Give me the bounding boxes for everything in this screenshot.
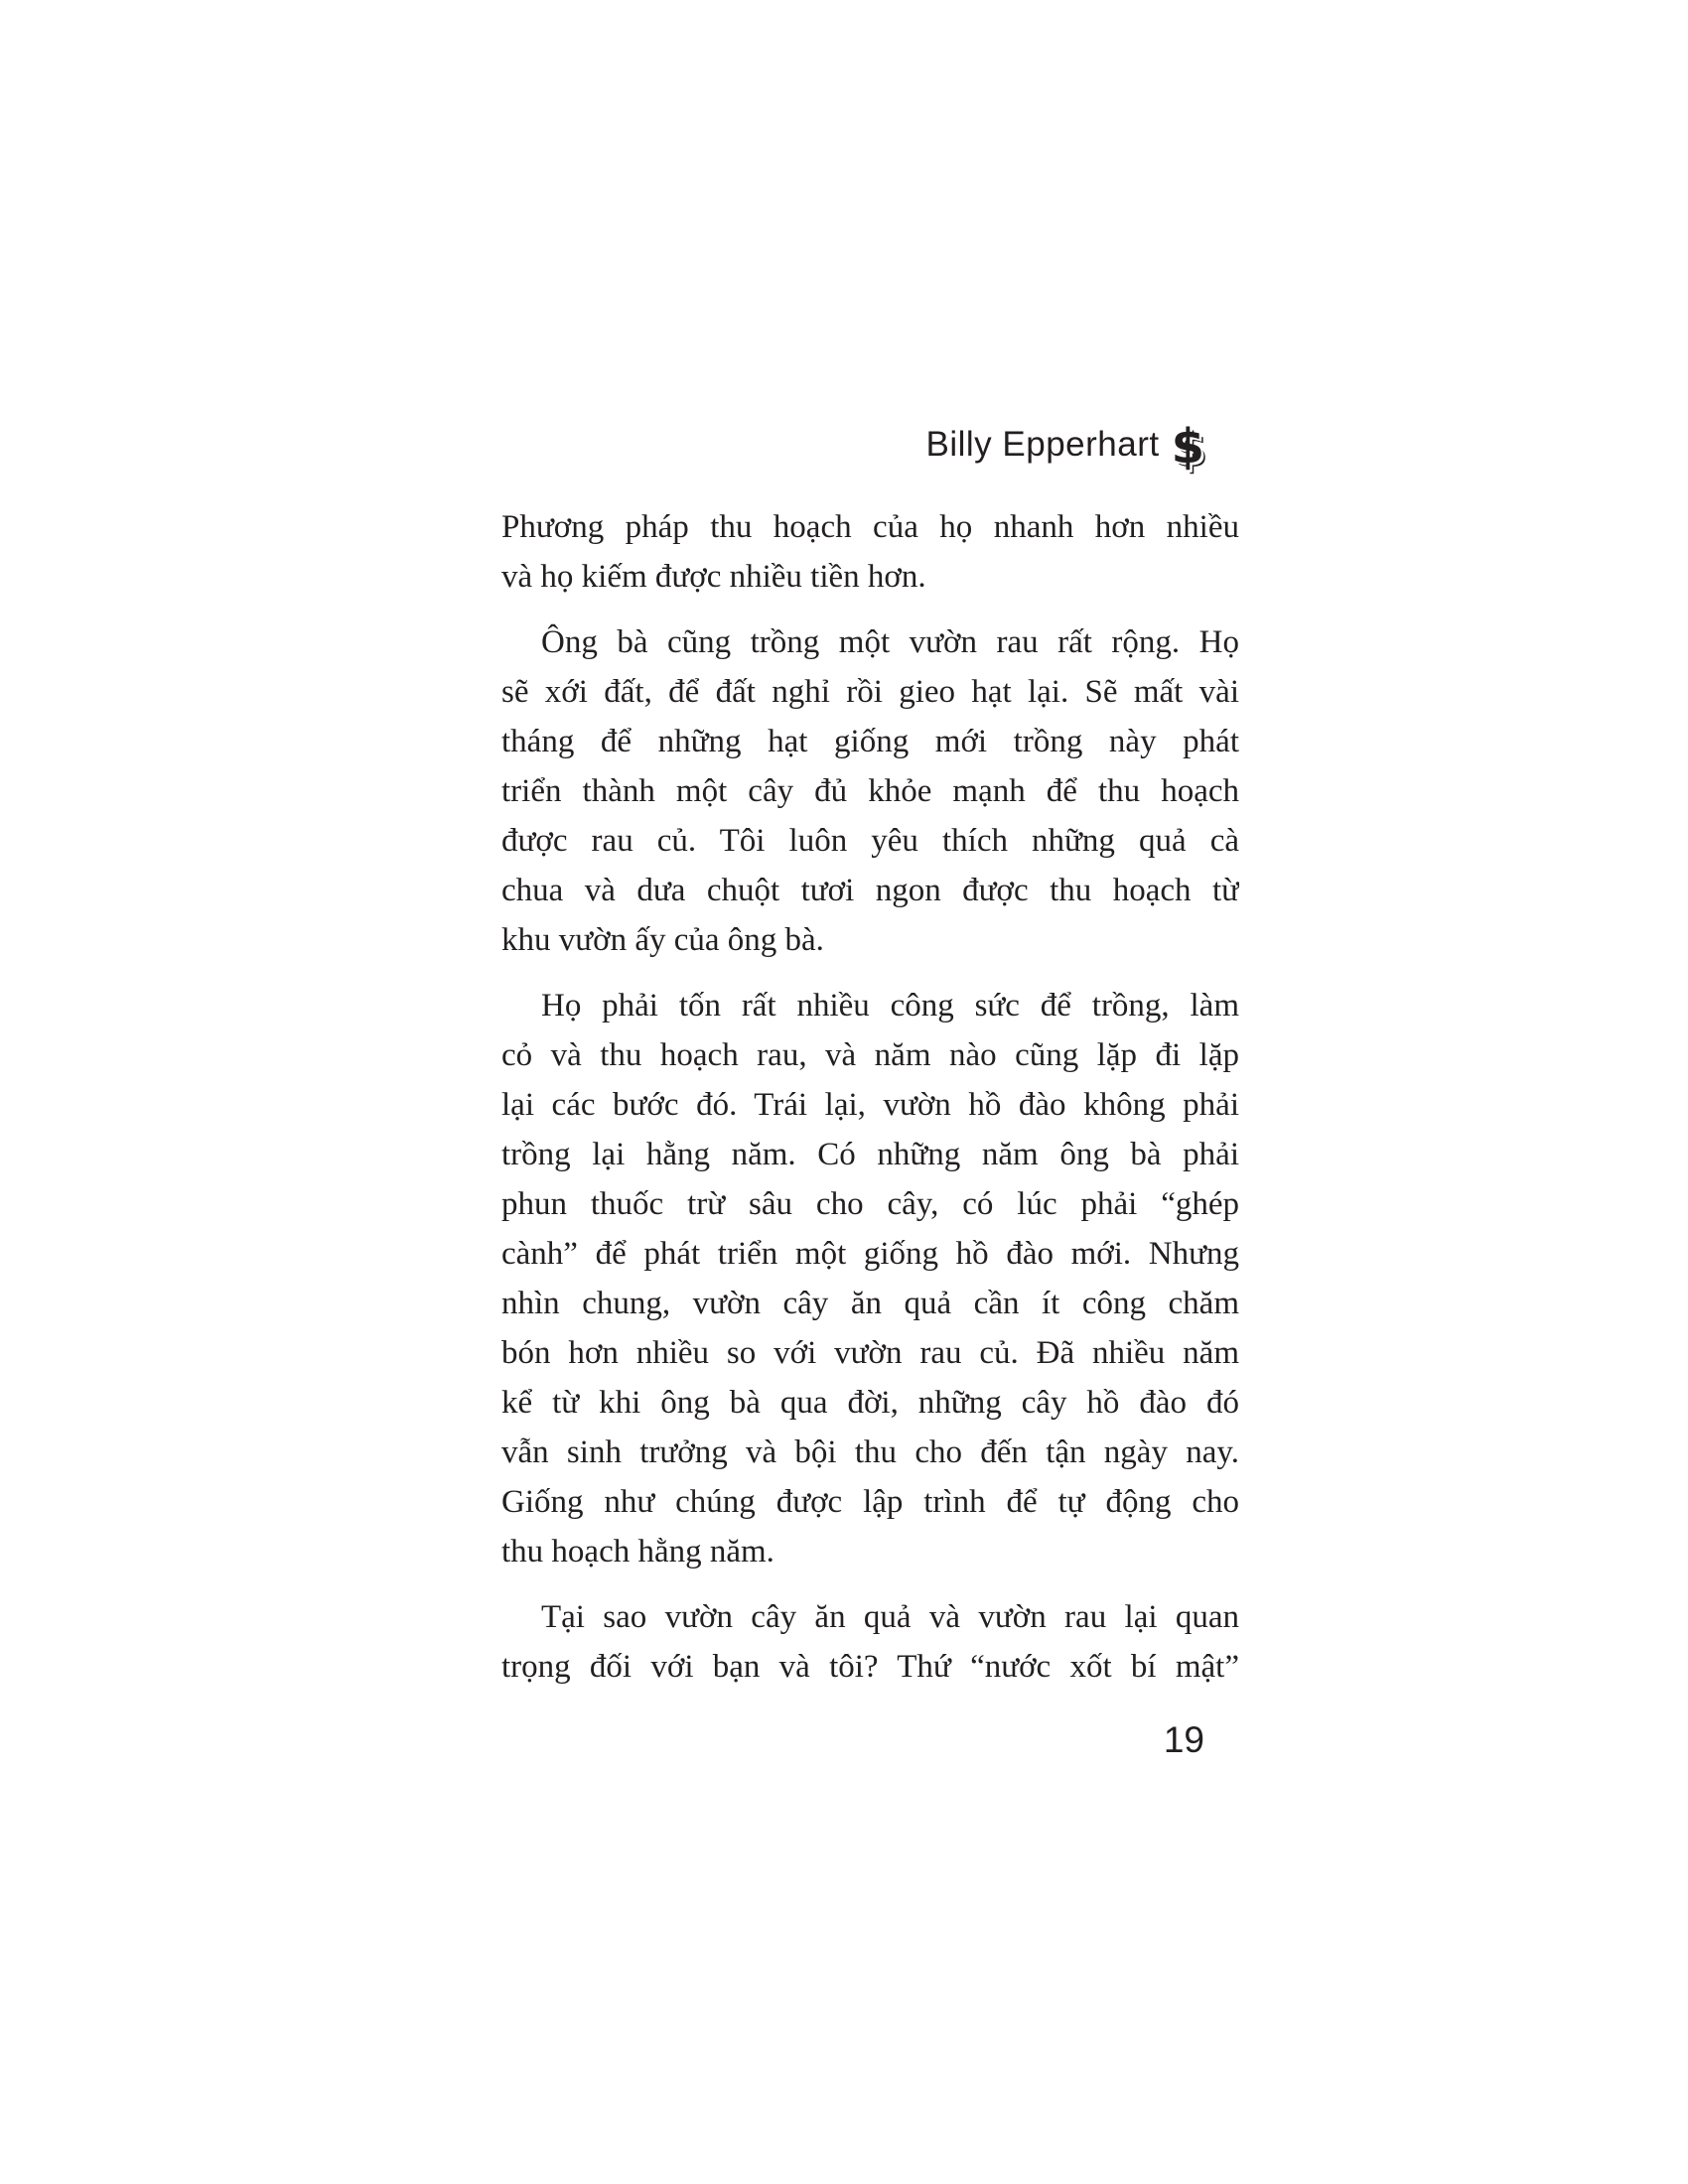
text-line: Giống như chúng được lập trình để tự động cho	[501, 1484, 1239, 1520]
text-line: Phương pháp thu hoạch của họ nhanh hơn nhiều	[501, 509, 1239, 545]
text-line: cỏ và thu hoạch rau, và năm nào cũng lặp đi lặp	[501, 1037, 1239, 1073]
text-line: triển thành một cây đủ khỏe mạnh để thu hoạch	[501, 773, 1239, 809]
text-line: Họ phải tốn rất nhiều công sức để trồng, làm	[541, 988, 1239, 1024]
paragraph	[501, 981, 1239, 1576]
text-line: Ông bà cũng trồng một vườn rau rất rộng. Họ	[541, 624, 1239, 660]
text-line: kể từ khi ông bà qua đời, những cây hồ đào đó	[501, 1385, 1239, 1421]
text-line: lại các bước đó. Trái lại, vườn hồ đào không phải	[501, 1087, 1239, 1123]
text-line: bón hơn nhiều so với vườn rau củ. Đã nhiều năm	[501, 1335, 1239, 1371]
text-line: tháng để những hạt giống mới trồng này phát	[501, 724, 1239, 759]
paragraph	[501, 502, 1239, 602]
page-number: 19	[1163, 1719, 1204, 1760]
running-header	[925, 419, 1204, 475]
paragraph	[501, 1592, 1239, 1692]
text-line: phun thuốc trừ sâu cho cây, có lúc phải “ghép	[501, 1186, 1239, 1222]
author-name: Billy Epperhart	[925, 425, 1160, 464]
text-line: chua và dưa chuột tươi ngon được thu hoạch từ	[501, 873, 1239, 908]
text-line: trọng đối với bạn và tôi? Thứ “nước xốt bí mật”	[501, 1649, 1239, 1685]
text-line: nhìn chung, vườn cây ăn quả cần ít công chăm	[501, 1286, 1239, 1321]
text-line: được rau củ. Tôi luôn yêu thích những quả cà	[501, 823, 1239, 859]
text-line: Tại sao vườn cây ăn quả và vườn rau lại quan	[541, 1599, 1239, 1635]
text-line: vẫn sinh trưởng và bội thu cho đến tận ngày nay.	[501, 1434, 1239, 1470]
text-line: và họ kiếm được nhiều tiền hơn.	[501, 559, 926, 595]
dollar-sign-icon: $	[1171, 419, 1204, 475]
text-line: thu hoạch hằng năm.	[501, 1534, 774, 1570]
text-line: sẽ xới đất, để đất nghỉ rồi gieo hạt lại. Sẽ mất vài	[501, 674, 1239, 710]
text-line: khu vườn ấy của ông bà.	[501, 922, 824, 958]
text-line: trồng lại hằng năm. Có những năm ông bà phải	[501, 1137, 1239, 1172]
paragraph	[501, 617, 1239, 965]
text-line: cành” để phát triển một giống hồ đào mới. Nhưng	[501, 1236, 1239, 1272]
body-text	[501, 502, 1239, 1707]
